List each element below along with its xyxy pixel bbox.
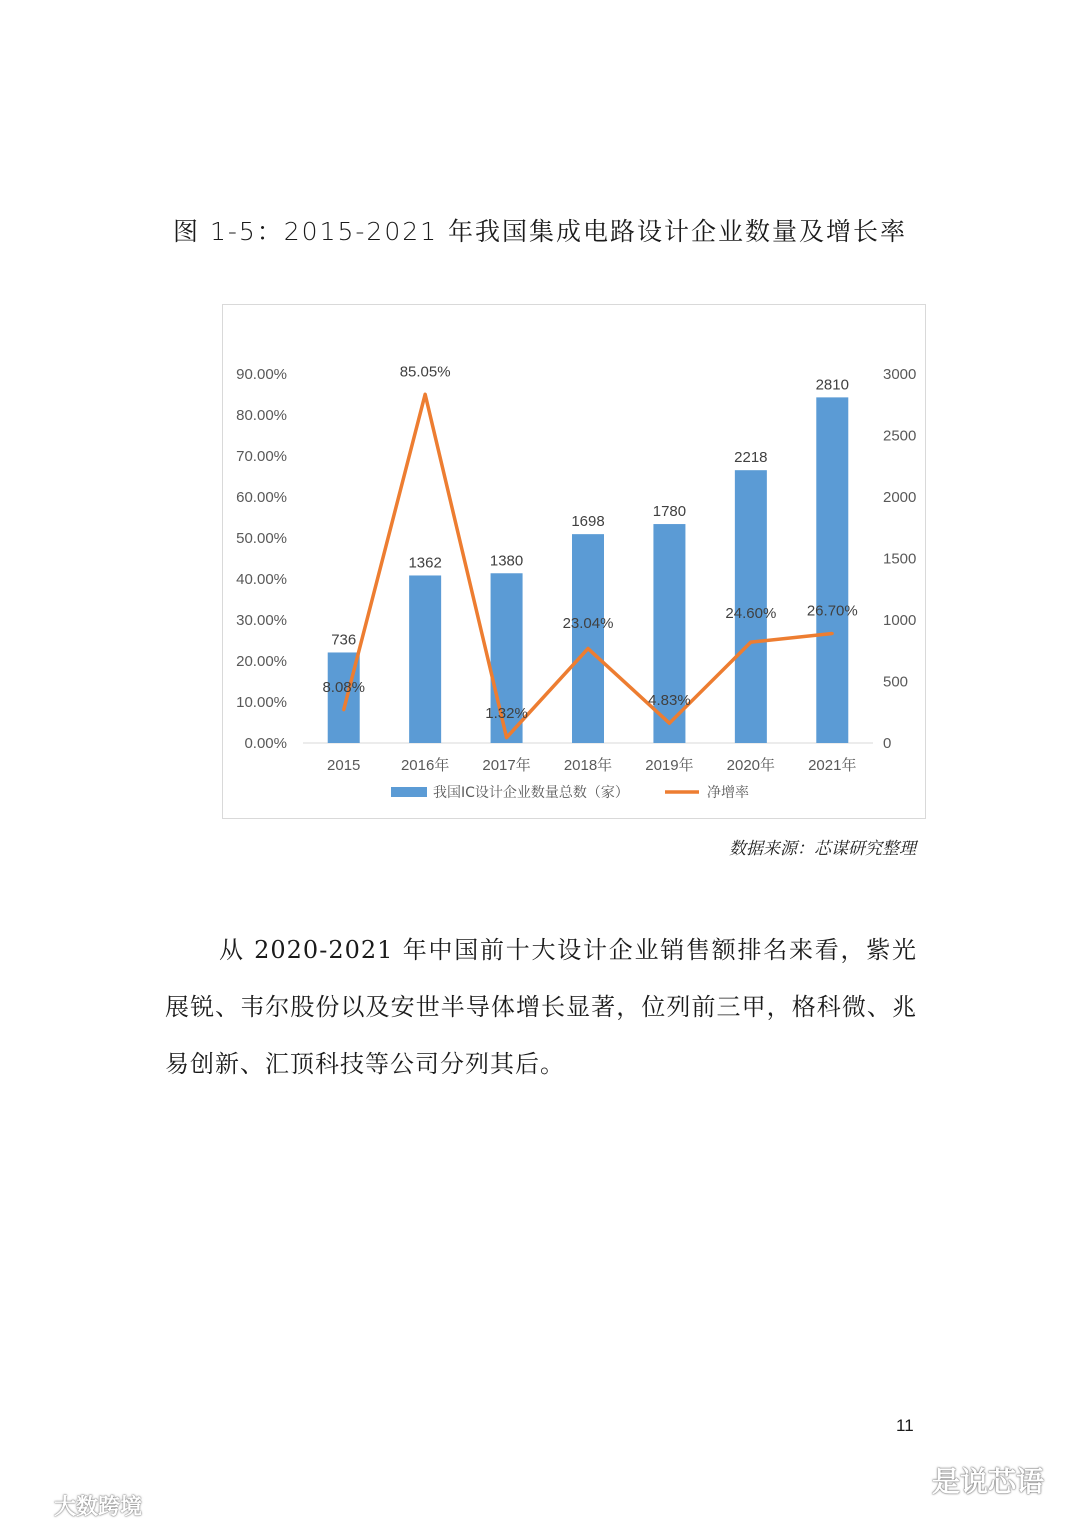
watermark-right [890, 1460, 1044, 1500]
page-number: 11 [896, 1416, 914, 1435]
watermark-left-text: 大数跨境 [54, 1495, 143, 1520]
line-point [342, 708, 345, 711]
line-point [831, 632, 834, 635]
y-left-tick-label: 20.00% [236, 653, 287, 670]
line-data-label: 8.08% [322, 678, 365, 696]
bar-data-label: 1698 [571, 513, 605, 531]
bar-data-label: 2810 [815, 376, 849, 394]
bar-data-label: 1362 [408, 554, 442, 572]
y-right-tick-label: 1500 [883, 550, 917, 568]
y-right-tick-label: 0 [883, 735, 892, 752]
x-tick-label: 2017年 [482, 757, 531, 774]
bar-data-label: 2218 [734, 449, 768, 467]
y-right-tick-label: 500 [883, 673, 909, 691]
y-left-tick-label: 60.00% [236, 489, 287, 506]
line-data-label: 85.05% [399, 363, 451, 381]
legend-label-bar: 我国IC设计企业数量总数（家） [433, 785, 629, 801]
line-point [587, 647, 590, 650]
bar-data-label: 1380 [489, 552, 524, 570]
y-right-tick-label: 2500 [883, 427, 917, 445]
y-right-tick-label: 1000 [883, 612, 917, 629]
line-data-label: 26.70% [806, 602, 858, 620]
figure-title: 图 1-5：2015-2021 年我国集成电路设计企业数量及增长率 [173, 217, 907, 246]
y-right-tick-label: 3000 [883, 366, 917, 383]
x-tick-label: 2020年 [726, 757, 776, 774]
y-left-tick-label: 0.00% [244, 735, 287, 752]
y-right-tick-label: 2000 [883, 489, 917, 506]
y-left-tick-label: 90.00% [236, 366, 287, 383]
bar [409, 575, 441, 743]
chart-container [222, 304, 926, 819]
line-data-label: 1.32% [485, 705, 528, 722]
bar [572, 534, 604, 743]
bar-data-label: 1780 [652, 503, 687, 521]
y-left-tick-label: 40.00% [236, 571, 287, 588]
bar [816, 397, 848, 743]
y-left-tick-label: 10.00% [236, 694, 287, 711]
watermark-right-text: 是说芯语 [931, 1465, 1044, 1498]
x-tick-label: 2018年 [563, 757, 613, 774]
bar-data-label: 736 [331, 631, 357, 649]
line-point [668, 722, 671, 725]
wechat-icon [890, 1462, 926, 1499]
x-tick-label: 2016年 [400, 757, 450, 774]
legend-label-line: 净增率 [707, 785, 749, 801]
combo-chart [223, 305, 925, 818]
y-left-tick-label: 50.00% [236, 530, 287, 547]
y-left-tick-label: 80.00% [236, 407, 287, 424]
x-tick-label: 2015 [327, 757, 361, 774]
line-point [505, 736, 508, 739]
line-point [424, 393, 427, 396]
x-tick-label: 2021年 [808, 757, 857, 774]
brand-logo-icon [8, 1491, 48, 1521]
legend-swatch-bar [391, 787, 427, 797]
line-data-label: 24.60% [725, 605, 777, 623]
line-data-label: 4.83% [648, 692, 691, 710]
y-left-tick-label: 70.00% [236, 448, 287, 465]
watermark-left [8, 1490, 142, 1521]
x-tick-label: 2019年 [645, 757, 694, 774]
y-left-tick-label: 30.00% [236, 612, 287, 629]
body-paragraph: 从 2020-2021 年中国前十大设计企业销售额排名来看，紫光展锐、韦尔股份以及安世半导体增长显著，位列前三甲，格科微、兆易创新、汇顶科技等公司分列其后。 [165, 936, 917, 1078]
source-note: 数据来源：芯谋研究整理 [729, 839, 916, 859]
line-point [749, 641, 752, 644]
line-data-label: 23.04% [562, 615, 614, 632]
